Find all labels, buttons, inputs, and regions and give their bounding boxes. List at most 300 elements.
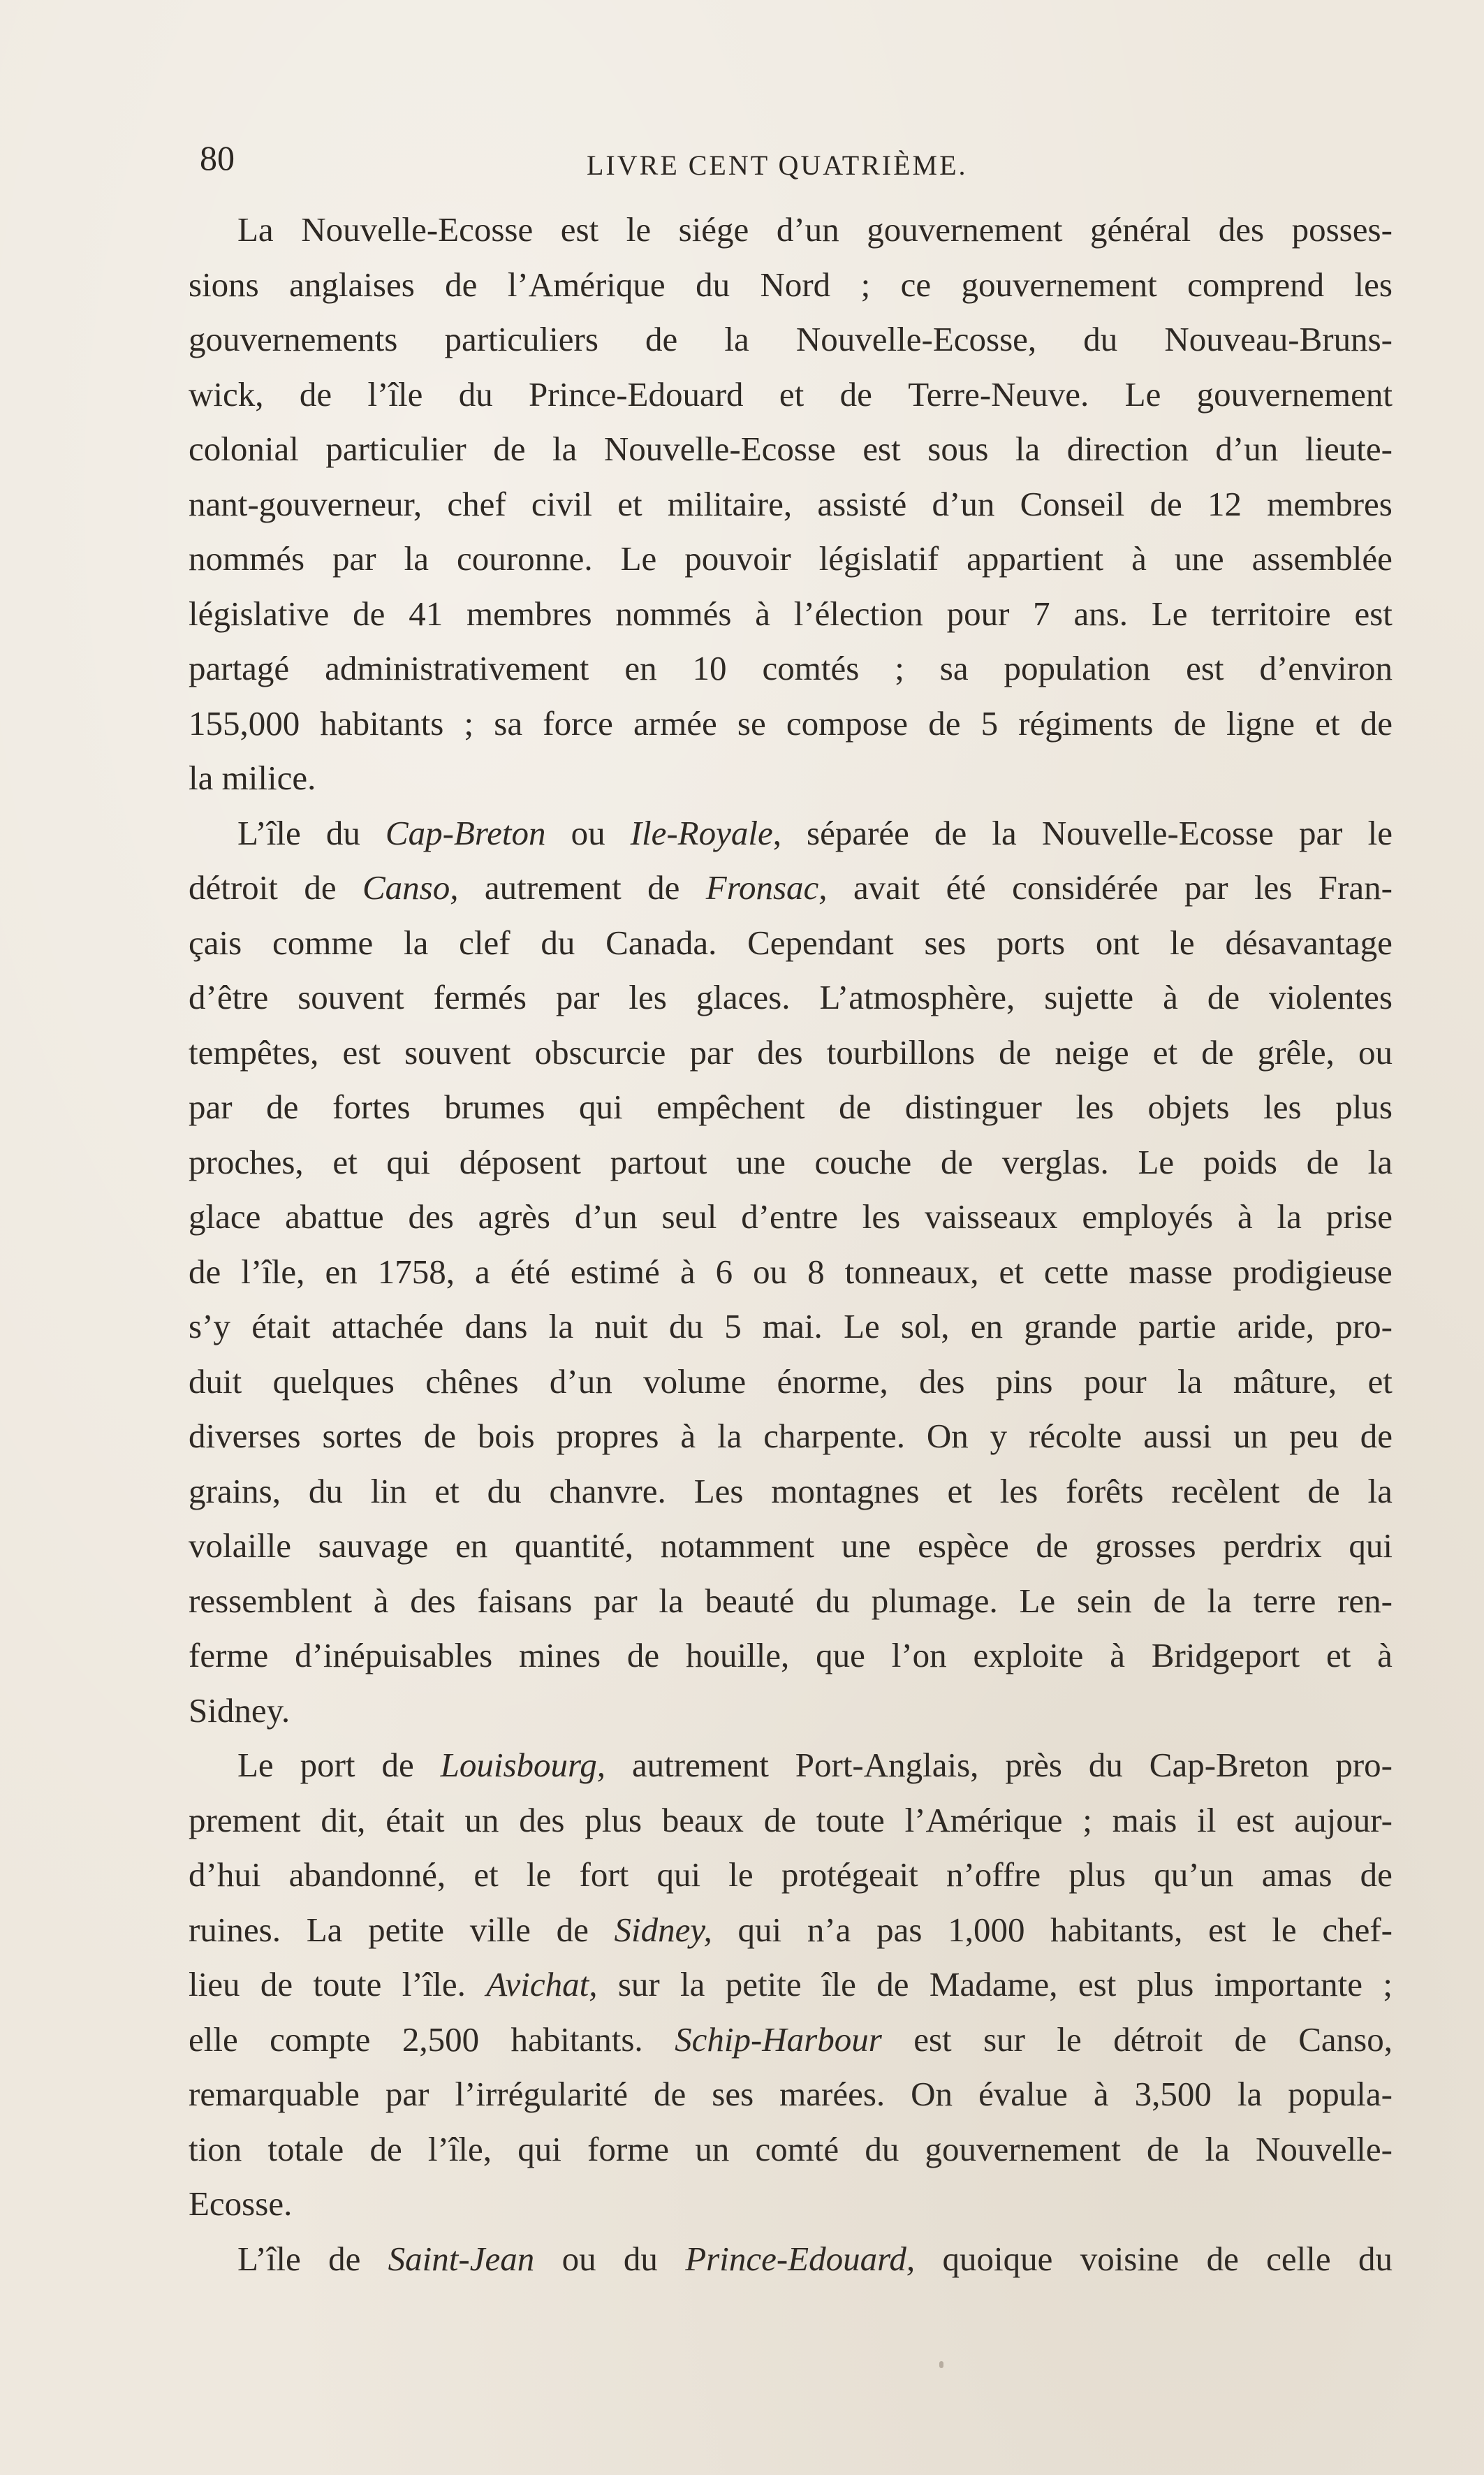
word: à bbox=[1163, 978, 1178, 1016]
word: la bbox=[552, 430, 578, 468]
word: verglas. bbox=[1001, 1142, 1109, 1181]
word: en bbox=[970, 1307, 1004, 1345]
word: glaces. bbox=[696, 978, 791, 1016]
word: de bbox=[940, 1142, 974, 1181]
word: par bbox=[189, 1088, 233, 1126]
word: beaux bbox=[661, 1800, 744, 1839]
word: grande bbox=[1024, 1307, 1117, 1345]
word: anglaises bbox=[289, 265, 415, 304]
text-line bbox=[189, 587, 1393, 642]
italic-name: Schip-Harbour bbox=[675, 2020, 882, 2059]
word: les bbox=[1354, 265, 1393, 304]
word: compte bbox=[270, 2020, 371, 2059]
text-line bbox=[189, 2013, 1393, 2068]
word: peu bbox=[1289, 1417, 1339, 1455]
word: montagnes bbox=[771, 1471, 920, 1510]
word: wick, bbox=[189, 374, 264, 414]
text-line bbox=[189, 696, 1393, 752]
word: de bbox=[556, 1910, 589, 1949]
word: milice. bbox=[221, 759, 316, 797]
word: protégeait bbox=[781, 1855, 918, 1894]
word: Le bbox=[1124, 374, 1161, 414]
word: et bbox=[1152, 1032, 1178, 1072]
word: 10 bbox=[692, 649, 727, 687]
word: forme bbox=[587, 2129, 670, 2168]
word: Cependant bbox=[747, 923, 894, 962]
word: énorme, bbox=[777, 1361, 888, 1401]
word: d’un bbox=[776, 210, 839, 249]
paragraph bbox=[189, 806, 1393, 1739]
word: près bbox=[1005, 1746, 1062, 1784]
word: et bbox=[473, 1855, 499, 1894]
word: séparée bbox=[807, 813, 909, 852]
word: de bbox=[1360, 1855, 1393, 1894]
text-line bbox=[189, 367, 1393, 423]
word: sol, bbox=[901, 1307, 950, 1345]
word: de bbox=[1307, 1471, 1340, 1510]
word: Nouvelle-Ecosse bbox=[301, 210, 534, 249]
word: attachée bbox=[331, 1307, 444, 1345]
word: Le bbox=[844, 1307, 880, 1345]
word: notamment bbox=[660, 1526, 815, 1565]
word: de bbox=[839, 1088, 872, 1126]
word: gouvernements bbox=[189, 320, 398, 358]
word: nuit bbox=[594, 1307, 648, 1345]
word: autrement bbox=[484, 868, 622, 907]
text-line bbox=[189, 861, 1393, 916]
word: de bbox=[260, 1965, 293, 2003]
word: dans bbox=[464, 1307, 528, 1345]
text-line bbox=[189, 312, 1393, 367]
word: colonial bbox=[189, 430, 299, 468]
word: et bbox=[1315, 703, 1340, 743]
word: et bbox=[947, 1471, 972, 1510]
word bbox=[385, 806, 546, 861]
word: Le bbox=[237, 1746, 274, 1784]
text-line bbox=[189, 1684, 1393, 1739]
word: de bbox=[626, 1636, 660, 1674]
word: la bbox=[724, 320, 749, 358]
word: la bbox=[1367, 1471, 1393, 1510]
word: qui bbox=[737, 1910, 782, 1949]
word: la bbox=[403, 923, 429, 962]
word: ville bbox=[469, 1910, 531, 1949]
word: 12 bbox=[1207, 484, 1242, 523]
word: ressemblent bbox=[189, 1581, 353, 1620]
text-line bbox=[189, 970, 1393, 1025]
body-text bbox=[189, 203, 1393, 2286]
word: de bbox=[1149, 484, 1182, 523]
word: par bbox=[555, 978, 600, 1016]
word: civil bbox=[531, 484, 592, 523]
word: qui bbox=[656, 1855, 701, 1894]
word: d’être bbox=[189, 978, 269, 1016]
word: de bbox=[1360, 1417, 1393, 1455]
word: la bbox=[1367, 1142, 1393, 1181]
word: qui bbox=[1349, 1526, 1393, 1565]
word: La bbox=[237, 210, 274, 249]
word: Cap-Breton bbox=[1149, 1746, 1309, 1784]
word: volaille bbox=[189, 1526, 291, 1565]
word: les bbox=[1263, 1088, 1302, 1126]
word: sous bbox=[927, 430, 989, 468]
word: Le bbox=[1138, 1142, 1175, 1181]
word: à bbox=[679, 1252, 696, 1291]
word: Sidney. bbox=[189, 1691, 291, 1730]
word: autrement bbox=[631, 1746, 769, 1784]
word: désavantage bbox=[1225, 923, 1393, 962]
word: Bridgeport bbox=[1151, 1636, 1300, 1674]
word: Le bbox=[620, 539, 657, 578]
word: 3,500 bbox=[1134, 2075, 1212, 2113]
word: à bbox=[1093, 2075, 1109, 2113]
word: de bbox=[1036, 1526, 1068, 1565]
word: prodigieuse bbox=[1233, 1252, 1393, 1291]
word: perdrix bbox=[1223, 1526, 1322, 1565]
word: celle bbox=[1266, 2239, 1331, 2278]
word: de bbox=[645, 320, 678, 358]
word: l’île, bbox=[241, 1252, 305, 1291]
word: armée bbox=[633, 703, 717, 743]
word: est bbox=[1236, 1800, 1274, 1839]
word: masse bbox=[1129, 1252, 1213, 1291]
word: à bbox=[680, 1417, 696, 1455]
word: l’irrégularité bbox=[455, 2075, 629, 2113]
word: une bbox=[736, 1142, 786, 1181]
word: le bbox=[526, 1855, 552, 1894]
word: n’a bbox=[807, 1910, 851, 1949]
word: de bbox=[304, 868, 337, 907]
word: proches, bbox=[189, 1142, 304, 1181]
word: l’Amérique bbox=[904, 1800, 1063, 1839]
word: Ecosse. bbox=[189, 2184, 293, 2223]
word: 6 bbox=[715, 1252, 733, 1291]
word: poids bbox=[1203, 1142, 1277, 1181]
word: petite bbox=[725, 1965, 802, 2003]
text-line bbox=[189, 1080, 1393, 1135]
word: du bbox=[541, 923, 575, 962]
word: partout bbox=[610, 1142, 707, 1181]
word: La bbox=[306, 1910, 343, 1949]
word: marées. bbox=[779, 2075, 886, 2113]
word: la bbox=[680, 1965, 705, 2003]
word: 8 bbox=[807, 1252, 825, 1291]
word: souvent bbox=[297, 978, 404, 1016]
word: mines bbox=[518, 1636, 601, 1674]
word: voisine bbox=[1080, 2239, 1180, 2278]
word: 2,500 bbox=[402, 2020, 480, 2059]
word: amas bbox=[1261, 1855, 1332, 1894]
word: du bbox=[865, 2129, 899, 2168]
word: les bbox=[1254, 868, 1293, 907]
word: force bbox=[543, 703, 613, 743]
word: de bbox=[493, 430, 526, 468]
word: du bbox=[696, 265, 730, 304]
word: la bbox=[404, 539, 429, 578]
word: Fran- bbox=[1318, 868, 1393, 907]
word: la bbox=[1207, 1581, 1232, 1620]
word: empêchent bbox=[656, 1088, 805, 1126]
word: de bbox=[1206, 2239, 1239, 2278]
text-line bbox=[189, 1025, 1393, 1081]
word: d’inépuisables bbox=[295, 1636, 493, 1674]
text-line bbox=[189, 258, 1393, 313]
word: Nouvelle-Ecosse, bbox=[795, 320, 1037, 358]
word: la bbox=[1237, 2075, 1263, 2113]
word: ports bbox=[997, 923, 1066, 962]
word: espèce bbox=[918, 1526, 1009, 1565]
word: avait bbox=[853, 868, 920, 907]
word: sions bbox=[189, 265, 259, 304]
word: faisans bbox=[477, 1581, 573, 1620]
word: particulier bbox=[325, 430, 466, 468]
word bbox=[362, 861, 459, 916]
text-line bbox=[189, 2067, 1393, 2122]
italic-name: Cap-Breton bbox=[385, 813, 546, 852]
word: comme bbox=[272, 923, 374, 962]
word: clef bbox=[459, 923, 510, 962]
word: le bbox=[1057, 2020, 1082, 2059]
word: par bbox=[1184, 868, 1228, 907]
word: et bbox=[999, 1252, 1024, 1291]
word: abattue bbox=[285, 1197, 384, 1236]
word: de bbox=[1207, 978, 1240, 1016]
word: cette bbox=[1043, 1252, 1109, 1291]
word: en bbox=[455, 1526, 488, 1565]
word: fort bbox=[579, 1855, 629, 1894]
word: bois bbox=[477, 1417, 535, 1455]
word bbox=[685, 2232, 915, 2287]
word: Nouveau-Bruns- bbox=[1164, 320, 1393, 358]
word: une bbox=[841, 1526, 891, 1565]
word: Le bbox=[1019, 1581, 1056, 1620]
word: obscurcie bbox=[534, 1032, 666, 1072]
word: le bbox=[1272, 1910, 1297, 1949]
word: aride, bbox=[1237, 1307, 1314, 1345]
word: à bbox=[755, 594, 770, 633]
word: qu’un bbox=[1154, 1855, 1234, 1894]
word: tion bbox=[189, 2129, 242, 2168]
word bbox=[706, 861, 828, 916]
italic-name: Louisbourg, bbox=[440, 1746, 606, 1784]
word: déposent bbox=[459, 1142, 581, 1181]
word: d’un bbox=[1215, 430, 1279, 468]
word: de bbox=[381, 1746, 414, 1784]
word: aussi bbox=[1143, 1417, 1212, 1455]
word: 7 bbox=[1033, 594, 1050, 633]
word: toute bbox=[816, 1800, 885, 1839]
word: à bbox=[1237, 1197, 1253, 1236]
word: ; bbox=[1082, 1800, 1092, 1839]
text-line bbox=[189, 1245, 1393, 1300]
word: tonneaux, bbox=[844, 1252, 979, 1291]
word: compose bbox=[786, 703, 909, 743]
word: l’île, bbox=[427, 2129, 492, 2168]
text-line bbox=[189, 916, 1393, 971]
word: tempêtes, bbox=[189, 1032, 319, 1072]
word: d’un bbox=[932, 484, 995, 523]
word: direction bbox=[1066, 430, 1189, 468]
word: Les bbox=[693, 1471, 744, 1510]
word: l’île bbox=[367, 374, 423, 414]
word: considérée bbox=[1012, 868, 1159, 907]
word: territoire bbox=[1211, 594, 1331, 633]
word: forêts bbox=[1066, 1471, 1144, 1510]
word: L’île bbox=[237, 813, 301, 852]
word: de bbox=[445, 265, 478, 304]
word: est bbox=[1354, 594, 1393, 633]
word: habitants, bbox=[1050, 1910, 1183, 1949]
word: que bbox=[816, 1636, 865, 1674]
word: la bbox=[717, 1417, 742, 1455]
word: d’un bbox=[549, 1361, 612, 1401]
word: des bbox=[1218, 210, 1265, 249]
word bbox=[615, 1903, 712, 1958]
word: l’élection bbox=[793, 594, 923, 633]
italic-name: Prince-Edouard, bbox=[685, 2239, 916, 2278]
word: volume bbox=[643, 1361, 747, 1401]
word bbox=[486, 1957, 597, 2013]
word: 5 bbox=[724, 1307, 742, 1345]
paragraph bbox=[189, 203, 1393, 806]
word: port bbox=[300, 1746, 355, 1784]
word: du bbox=[668, 1307, 703, 1345]
word: remarquable bbox=[189, 2075, 360, 2113]
word: terre bbox=[1253, 1581, 1316, 1620]
word: chef bbox=[447, 484, 506, 523]
word: chanvre. bbox=[549, 1471, 666, 1510]
word: assisté bbox=[817, 484, 907, 523]
word: sortes bbox=[322, 1417, 402, 1455]
word: Terre-Neuve. bbox=[908, 374, 1089, 414]
word: par bbox=[332, 539, 376, 578]
word: la bbox=[189, 759, 214, 797]
word: est bbox=[913, 2020, 952, 2059]
word: sauvage bbox=[318, 1526, 429, 1565]
word: ses bbox=[924, 923, 967, 962]
word: seul bbox=[661, 1197, 717, 1236]
text-line bbox=[189, 1299, 1393, 1355]
text-line bbox=[189, 1574, 1393, 1629]
word: de bbox=[654, 2075, 686, 2113]
word: Nouvelle-Ecosse bbox=[1041, 813, 1274, 852]
word: été bbox=[946, 868, 986, 907]
word: abandonné, bbox=[288, 1855, 446, 1894]
word: chef- bbox=[1322, 1910, 1393, 1949]
word: qui bbox=[386, 1142, 431, 1181]
text-line bbox=[189, 1519, 1393, 1574]
word: prement bbox=[189, 1800, 301, 1839]
text-line bbox=[189, 1355, 1393, 1410]
word: chênes bbox=[425, 1361, 519, 1401]
word: dit, bbox=[321, 1800, 366, 1839]
word: quelques bbox=[272, 1361, 395, 1401]
word: de bbox=[763, 1800, 796, 1839]
word: grêle, bbox=[1257, 1032, 1335, 1072]
word: ; bbox=[895, 649, 904, 687]
word: s’y bbox=[189, 1307, 230, 1345]
text-line bbox=[189, 2177, 1393, 2232]
word: membres bbox=[466, 594, 592, 633]
word: les bbox=[862, 1197, 901, 1236]
word: beauté bbox=[705, 1581, 795, 1620]
text-line bbox=[189, 1957, 1393, 2013]
word: ont bbox=[1095, 923, 1140, 962]
word: par bbox=[1298, 813, 1343, 852]
word: tourbillons bbox=[826, 1032, 976, 1072]
italic-name: Canso, bbox=[362, 868, 459, 907]
word: Le bbox=[1151, 594, 1188, 633]
text-line bbox=[189, 203, 1393, 258]
word: était bbox=[251, 1307, 311, 1345]
word: propres bbox=[556, 1417, 659, 1455]
word: à bbox=[1377, 1636, 1393, 1674]
word: brumes bbox=[444, 1088, 545, 1126]
word: appartient bbox=[967, 539, 1104, 578]
word: de bbox=[928, 703, 961, 743]
word: fortes bbox=[332, 1088, 411, 1126]
word: grosses bbox=[1095, 1526, 1196, 1565]
word: détroit bbox=[1113, 2020, 1203, 2059]
word: et bbox=[434, 1471, 460, 1510]
word: des bbox=[919, 1361, 965, 1401]
word: administrativement bbox=[325, 649, 589, 687]
word: diverses bbox=[189, 1417, 301, 1455]
word: n’offre bbox=[946, 1855, 1041, 1894]
word: de bbox=[1201, 1032, 1234, 1072]
word: quoique bbox=[942, 2239, 1053, 2278]
word: lieute- bbox=[1305, 430, 1393, 468]
word: pins bbox=[995, 1361, 1053, 1401]
text-line bbox=[189, 2232, 1393, 2287]
word: militaire, bbox=[667, 484, 793, 523]
word: se bbox=[737, 703, 766, 743]
word: distinguer bbox=[904, 1088, 1042, 1126]
word: et bbox=[332, 1142, 358, 1181]
text-line bbox=[189, 1848, 1393, 1903]
italic-name: Sidney, bbox=[614, 1910, 712, 1949]
word: est bbox=[560, 210, 599, 249]
word: partie bbox=[1138, 1307, 1217, 1345]
word: est bbox=[342, 1032, 381, 1072]
word: 155,000 bbox=[189, 703, 300, 743]
text-line bbox=[189, 751, 1393, 806]
word: le bbox=[1170, 923, 1195, 962]
word: général bbox=[1090, 210, 1191, 249]
word: qui bbox=[579, 1088, 623, 1126]
word: a bbox=[474, 1252, 490, 1291]
word: est bbox=[1078, 1965, 1117, 2003]
italic-name: Avichat, bbox=[486, 1965, 598, 2003]
word: de bbox=[369, 2129, 402, 2168]
page-number: 80 bbox=[200, 138, 235, 177]
word: souvent bbox=[404, 1032, 511, 1072]
word: prise bbox=[1325, 1197, 1393, 1236]
word: mais bbox=[1112, 1800, 1177, 1839]
word: sein bbox=[1076, 1581, 1132, 1620]
word: île bbox=[821, 1965, 856, 2003]
word: On bbox=[926, 1417, 969, 1455]
word: en bbox=[325, 1252, 358, 1291]
word: de bbox=[1173, 703, 1206, 743]
word: comtés bbox=[762, 649, 860, 687]
paper-speck bbox=[939, 2361, 943, 2368]
word: posses- bbox=[1291, 210, 1393, 249]
word: fermés bbox=[433, 978, 527, 1016]
word: de bbox=[1153, 1581, 1186, 1620]
word: ses bbox=[712, 2075, 754, 2113]
word: des bbox=[410, 1581, 456, 1620]
